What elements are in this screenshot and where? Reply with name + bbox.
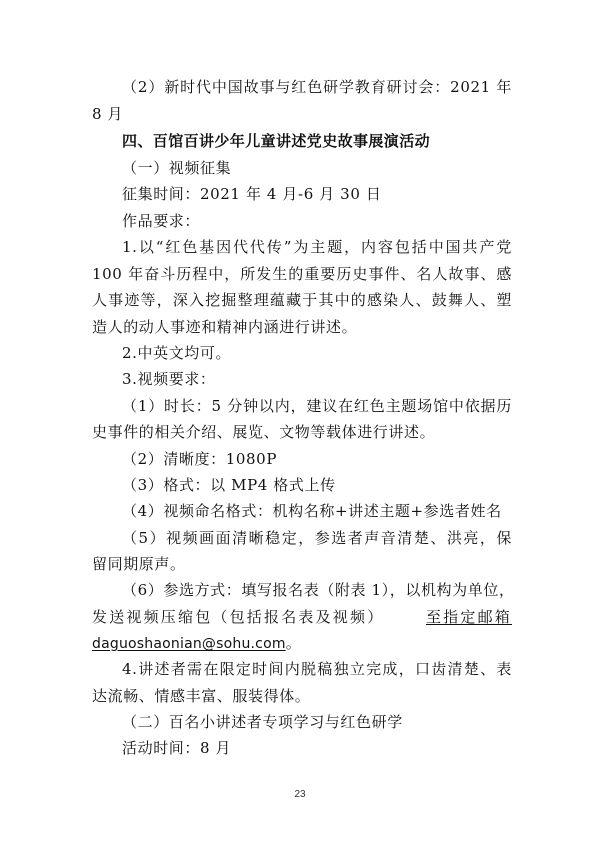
text-line: （4）视频命名格式：机构名称+讲述主题+参选者姓名 xyxy=(122,502,502,520)
text-line: 8 月 xyxy=(92,105,124,123)
text-line xyxy=(92,633,512,654)
section-heading: 四、百馆百讲少年儿童讲述党史故事展演活动 xyxy=(122,132,431,150)
text-line xyxy=(92,607,512,627)
text-line: （6）参选方式：填写报名表（附表 1），以机构为单位， xyxy=(122,581,515,599)
text-line: 2.中英文均可。 xyxy=(122,344,232,362)
text-fragment: 。 xyxy=(285,634,302,652)
email-link[interactable]: daguoshaonian@sohu.com xyxy=(92,636,286,652)
text-line: 作品要求： xyxy=(122,212,201,230)
text-line: 人事迹等，深入挖掘整理蕴藏于其中的感染人、鼓舞人、塑 xyxy=(92,291,512,309)
text-line: 造人的动人事迹和精神内涵进行讲述。 xyxy=(92,318,358,336)
text-line: 100 年奋斗历程中，所发生的重要历史事件、名人故事、感 xyxy=(92,265,512,283)
text-line: 1.以“红色基因代代传”为主题，内容包括中国共产党 xyxy=(122,238,512,256)
email-instruction: 至指定邮箱 xyxy=(425,608,512,626)
subsection-heading: （一）视频征集 xyxy=(122,159,232,177)
text-fragment: 发送视频压缩包（包括报名表及视频） xyxy=(92,608,385,626)
subsection-heading: （二）百名小讲述者专项学习与红色研学 xyxy=(122,713,403,731)
text-line: 达流畅、情感丰富、服装得体。 xyxy=(92,687,311,705)
text-line: 征集时间：2021 年 4 月-6 月 30 日 xyxy=(122,185,382,203)
text-line: 史事件的相关介绍、展览、文物等载体进行讲述。 xyxy=(92,423,436,441)
text-line: （2）新时代中国故事与红色研学教育研讨会：2021 年 xyxy=(122,78,512,96)
text-line: （2）清晰度：1080P xyxy=(122,450,278,468)
text-line: （1）时长：5 分钟以内，建议在红色主题场馆中依据历 xyxy=(122,397,512,415)
text-line: 4.讲述者需在限定时间内脱稿独立完成，口齿清楚、表 xyxy=(122,660,512,678)
page-number: 23 xyxy=(294,789,306,800)
text-line: 留同期原声。 xyxy=(92,555,186,573)
text-line: 活动时间：8 月 xyxy=(122,739,232,757)
text-line: （5）视频画面清晰稳定，参选者声音清楚、洪亮，保 xyxy=(122,529,512,547)
text-line: 3.视频要求： xyxy=(122,370,216,388)
text-line: （3）格式：以 MP4 格式上传 xyxy=(122,476,336,494)
